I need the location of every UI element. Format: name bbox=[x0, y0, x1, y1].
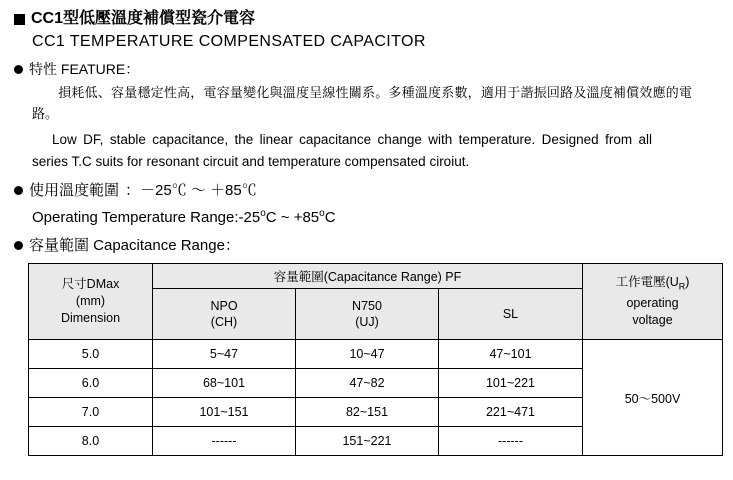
title-english: CC1 TEMPERATURE COMPENSATED CAPACITOR bbox=[32, 33, 426, 50]
header-capacitance-group: 容量範圍(Capacitance Range) PF bbox=[153, 264, 583, 289]
capacitance-table-wrap bbox=[28, 263, 722, 456]
header-voltage-line1 bbox=[583, 274, 722, 296]
cell-npo: 68~101 bbox=[153, 369, 296, 398]
cell-sl: 221~471 bbox=[439, 398, 583, 427]
cell-dimension: 5.0 bbox=[29, 340, 153, 369]
temperature-english-suffix: C bbox=[324, 209, 336, 226]
cell-dimension: 7.0 bbox=[29, 398, 153, 427]
header-npo bbox=[153, 289, 296, 340]
capacitance-heading: 容量範圍 Capacitance Range： bbox=[29, 237, 240, 254]
capacitance-heading-row bbox=[14, 237, 719, 254]
header-npo-line1: NPO bbox=[210, 299, 238, 313]
cell-npo: 101~151 bbox=[153, 398, 296, 427]
feature-paragraph-english-text: Low DF, stable capacitance, the linear capacitance change with temperature. Designed from all series T.C suits for resonant circuit and temperature compensated ciroiut. bbox=[32, 132, 652, 169]
section-feature bbox=[14, 61, 719, 173]
header-n750-line1: N750 bbox=[352, 299, 382, 313]
cell-n750: 47~82 bbox=[296, 369, 439, 398]
header-voltage-prefix: 工作電壓(U bbox=[615, 274, 679, 289]
page-title bbox=[14, 10, 719, 28]
title-chinese: CC1型低壓溫度補償型瓷介電容 bbox=[31, 10, 256, 27]
dot-bullet-icon bbox=[14, 65, 23, 74]
temperature-heading-english bbox=[32, 204, 719, 228]
cell-n750: 82~151 bbox=[296, 398, 439, 427]
header-voltage-postfix: ) bbox=[685, 274, 690, 289]
temperature-english-mid: C ~ +85 bbox=[265, 209, 320, 226]
cell-sl: 101~221 bbox=[439, 369, 583, 398]
cell-npo: 5~47 bbox=[153, 340, 296, 369]
cell-dimension: 6.0 bbox=[29, 369, 153, 398]
cell-dimension: 8.0 bbox=[29, 427, 153, 456]
header-sl bbox=[439, 289, 583, 340]
temperature-heading-row bbox=[14, 182, 719, 199]
header-npo-line2: (CH) bbox=[210, 315, 238, 329]
header-voltage bbox=[583, 264, 723, 340]
header-n750-line2: (UJ) bbox=[355, 315, 379, 329]
dot-bullet-icon bbox=[14, 186, 23, 195]
temperature-heading-value: ：－25℃ ～ ＋85℃ bbox=[125, 182, 257, 199]
section-temperature bbox=[14, 182, 719, 228]
cell-n750: 10~47 bbox=[296, 340, 439, 369]
section-capacitance-range bbox=[14, 237, 719, 254]
feature-heading: 特性 FEATURE： bbox=[29, 61, 140, 77]
capacitance-table bbox=[28, 263, 723, 456]
temperature-heading-chinese: 使用溫度範圍 bbox=[29, 182, 120, 199]
feature-paragraph-english bbox=[32, 129, 652, 173]
header-n750 bbox=[296, 289, 439, 340]
header-dimension-line2: (mm) bbox=[75, 294, 106, 308]
header-sl-line1: SL bbox=[502, 307, 519, 321]
temperature-english-prefix: Operating Temperature Range:-25 bbox=[32, 209, 261, 226]
feature-paragraph-chinese bbox=[32, 82, 692, 124]
header-dimension bbox=[29, 264, 153, 340]
header-voltage-subscript: R bbox=[678, 281, 686, 292]
header-dimension-line1: 尺寸DMax bbox=[61, 277, 120, 291]
cell-sl: ------ bbox=[439, 427, 583, 456]
feature-heading-row bbox=[14, 61, 719, 78]
temperature-degree-sup-1: o bbox=[260, 208, 266, 219]
dot-bullet-icon bbox=[14, 241, 23, 250]
header-dimension-line3: Dimension bbox=[60, 311, 121, 325]
square-bullet-icon bbox=[14, 14, 25, 25]
table-row bbox=[29, 340, 723, 369]
table-header-row-1 bbox=[29, 264, 723, 289]
header-voltage-line2: operating bbox=[626, 296, 679, 311]
cell-n750: 151~221 bbox=[296, 427, 439, 456]
temperature-degree-sup-2: o bbox=[319, 208, 325, 219]
feature-paragraph-chinese-text: 損耗低、容量穩定性高，電容量變化與溫度呈線性關系。多種溫度系數，適用于諧振回路及溫度補償效應的電路。 bbox=[32, 85, 692, 121]
cell-sl: 47~101 bbox=[439, 340, 583, 369]
cell-voltage-value: 50～500V bbox=[583, 340, 723, 456]
cell-npo: ------ bbox=[153, 427, 296, 456]
header-voltage-line3: voltage bbox=[632, 313, 673, 328]
